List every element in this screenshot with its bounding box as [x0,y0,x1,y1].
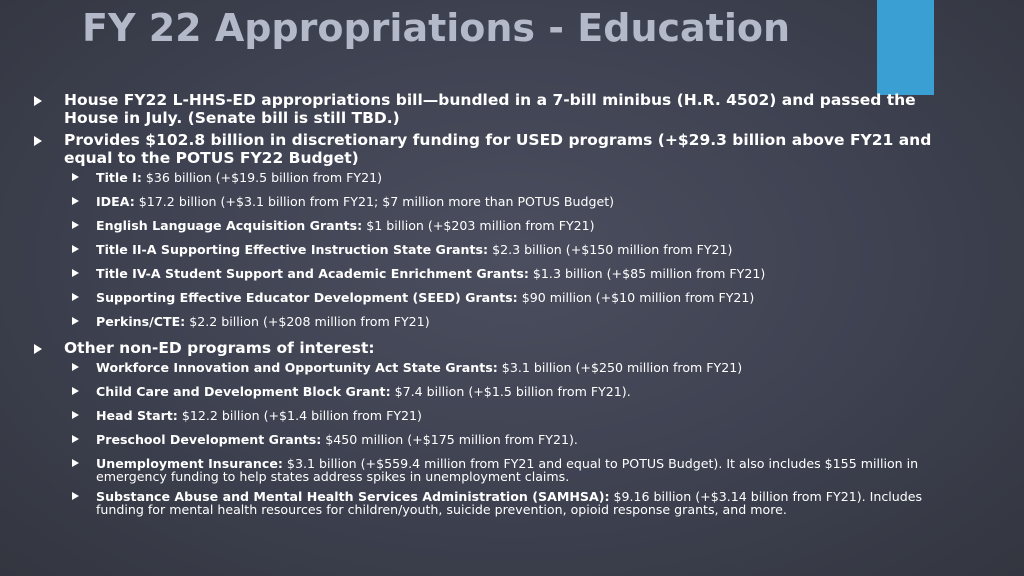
sub-bullet-ccdbg [72,385,954,409]
arrow-bullet-icon [34,344,42,354]
program-amount: $9.16 billion (+$3.14 billion from FY21). Includes funding for mental health resources for children/youth, suicide prevention, opioid response grants, and more. [96,489,923,517]
program-name: Workforce Innovation and Opportunity Act State Grants: [96,360,498,375]
arrow-bullet-icon [34,96,42,106]
sub-bullet-english-language [72,219,954,243]
arrow-bullet-icon [72,245,79,253]
arrow-bullet-icon [72,221,79,229]
sub-bullet-title-i [72,171,954,195]
program-name: Preschool Development Grants: [96,432,322,447]
program-amount: $7.4 billion (+$1.5 billion from FY21). [390,384,631,399]
bullet-non-ed-programs [34,339,954,357]
arrow-bullet-icon [72,363,79,371]
arrow-bullet-icon [72,293,79,301]
arrow-bullet-icon [72,173,79,181]
program-amount: $17.2 billion (+$3.1 billion from FY21; $7 million more than POTUS Budget) [134,194,615,209]
arrow-bullet-icon [72,492,79,500]
sub-bullet-perkins [72,315,954,339]
program-amount: $90 million (+$10 million from FY21) [517,290,755,305]
program-name: English Language Acquisition Grants: [96,218,363,233]
sub-bullet-seed [72,291,954,315]
sub-bullet-wioa [72,361,954,385]
sub-bullet-title-ii-a [72,243,954,267]
arrow-bullet-icon [72,387,79,395]
arrow-bullet-icon [72,197,79,205]
program-amount: $2.2 billion (+$208 million from FY21) [185,314,430,329]
program-name: Child Care and Development Block Grant: [96,384,391,399]
arrow-bullet-icon [34,136,42,146]
program-amount: $1 billion (+$203 million from FY21) [362,218,595,233]
program-name: IDEA: [96,194,135,209]
bullet-text: Other non-ED programs of interest: [64,339,375,357]
arrow-bullet-icon [72,435,79,443]
program-amount: $12.2 billion (+$1.4 billion from FY21) [177,408,422,423]
program-name: Title II-A Supporting Effective Instruction State Grants: [96,242,489,257]
program-name: Substance Abuse and Mental Health Services Administration (SAMHSA): [96,489,610,504]
sub-bullet-idea [72,195,954,219]
program-amount: $450 million (+$175 million from FY21). [321,432,578,447]
bullet-discretionary-funding [34,131,954,167]
program-name: Title IV-A Student Support and Academic Enrichment Grants: [96,266,529,281]
program-name: Head Start: [96,408,178,423]
slide-title: FY 22 Appropriations - Education [82,6,791,50]
program-amount: $3.1 billion (+$559.4 million from FY21 and equal to POTUS Budget). It also includes $155 million in emergency funding to help states address spikes in unemployment claims. [96,456,919,484]
program-name: Perkins/CTE: [96,314,186,329]
arrow-bullet-icon [72,269,79,277]
sub-bullet-head-start [72,409,954,433]
arrow-bullet-icon [72,317,79,325]
sub-bullet-title-iv-a [72,267,954,291]
bullet-house-bill [34,91,954,127]
bullet-text: House FY22 L-HHS-ED appropriations bill—bundled in a 7-bill minibus (H.R. 4502) and passed the House in July. (Senate bill is still TBD.) [64,91,916,127]
slide-body [34,91,954,523]
bullet-text: Provides $102.8 billion in discretionary funding for USED programs (+$29.3 billion above FY21 and equal to the POTUS FY22 Budget) [64,131,932,167]
program-name: Title I: [96,170,142,185]
program-name: Supporting Effective Educator Development (SEED) Grants: [96,290,518,305]
program-amount: $2.3 billion (+$150 million from FY21) [488,242,733,257]
program-amount: $36 billion (+$19.5 billion from FY21) [141,170,383,185]
program-amount: $1.3 billion (+$85 million from FY21) [528,266,766,281]
accent-bar [877,0,934,95]
sub-bullet-preschool [72,433,954,457]
program-name: Unemployment Insurance: [96,456,283,471]
sub-bullet-samhsa [72,490,954,516]
program-amount: $3.1 billion (+$250 million from FY21) [497,360,743,375]
sub-bullet-unemployment [72,457,954,483]
arrow-bullet-icon [72,459,79,467]
arrow-bullet-icon [72,411,79,419]
